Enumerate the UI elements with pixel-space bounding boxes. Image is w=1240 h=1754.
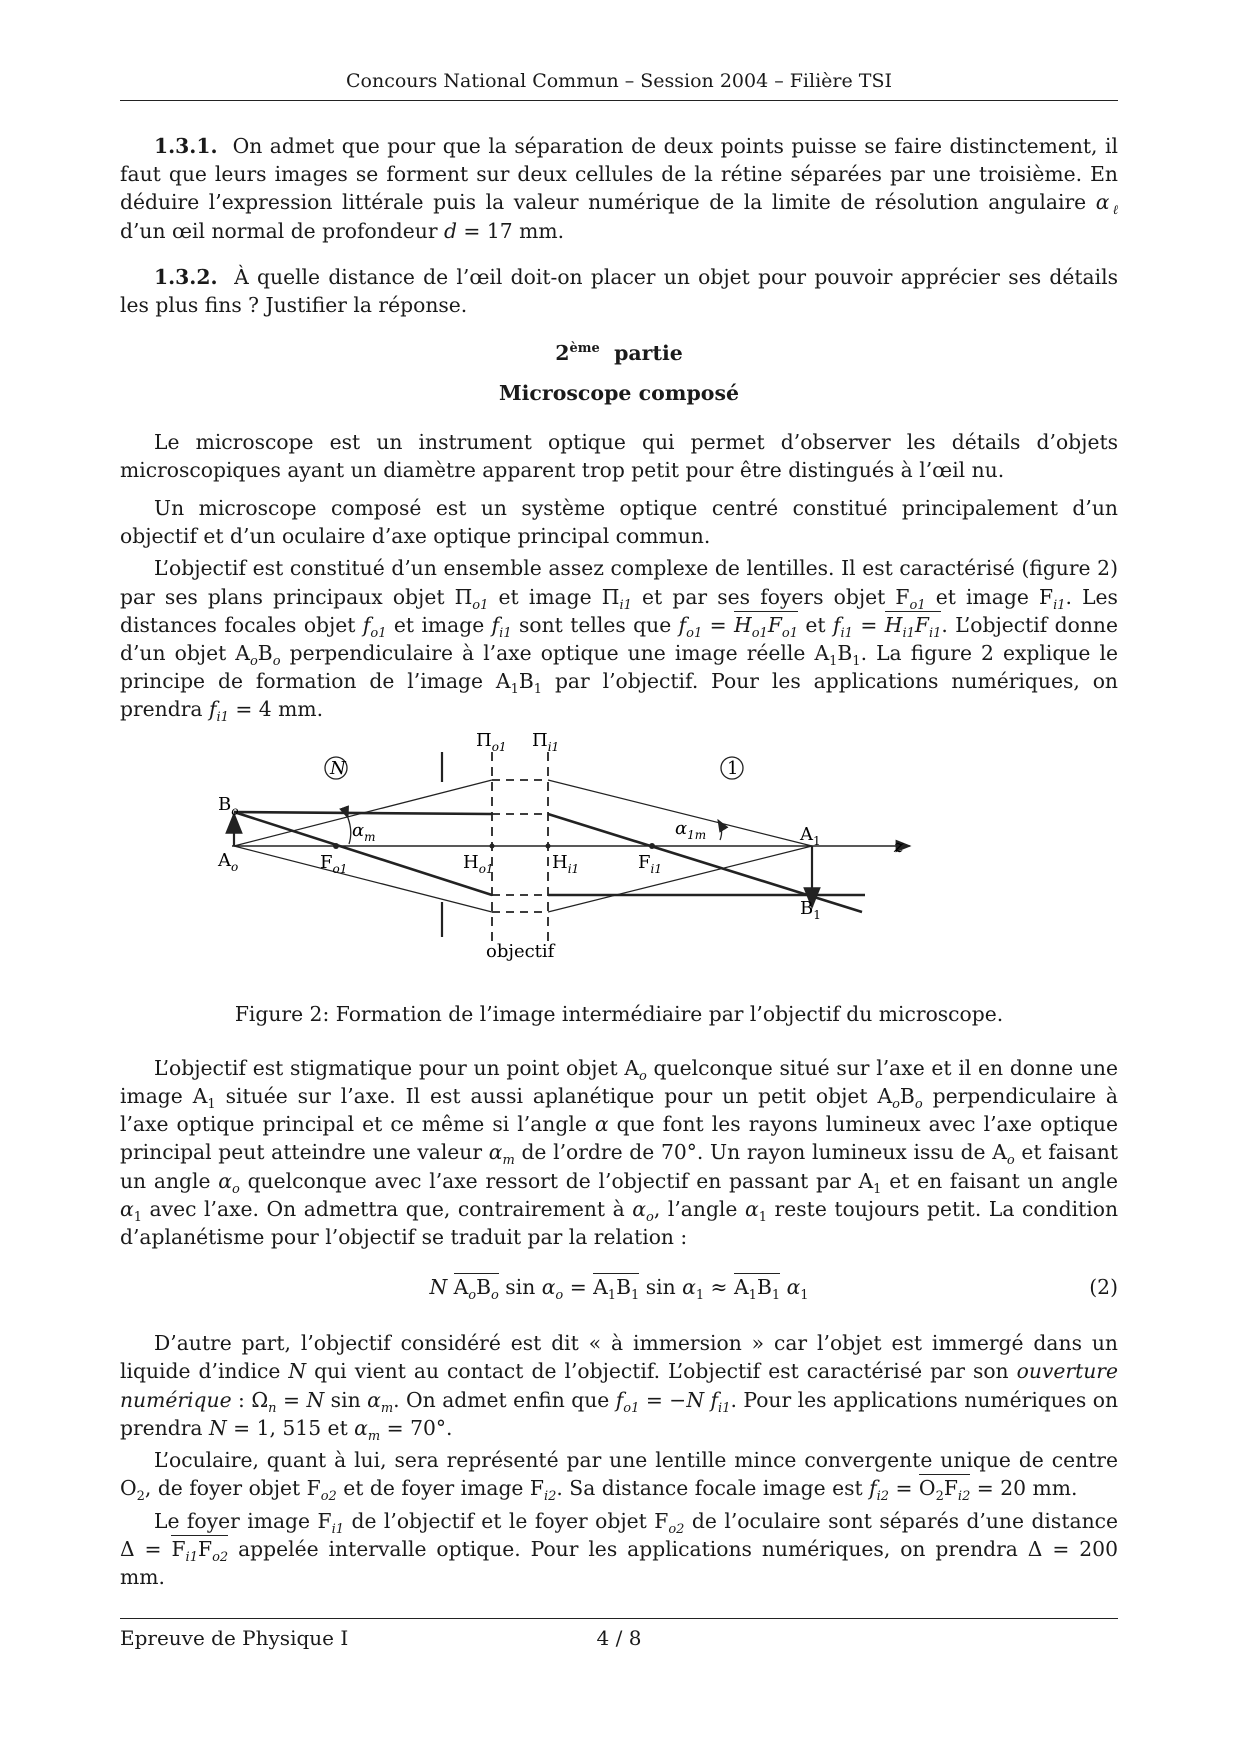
section-title: Microscope composé bbox=[498, 381, 740, 406]
paragraph-intervalle: Le foyer image $F_{i1}$ de l’objectif et le foyer objet $F_{o2}$ de l’oculaire sont séparés d’une distance $\Delta = F_{i1}F_{o2}$ appelée intervalle optique. Pour les applications numériques, on prendra Δ = 200 mm. bbox=[120, 1508, 1118, 1589]
figure-2 bbox=[120, 732, 1118, 994]
label-1: 1 bbox=[727, 757, 739, 779]
marginal-ray-lower bbox=[234, 846, 492, 912]
equation-number: (2) bbox=[1089, 1275, 1118, 1300]
label-z: z bbox=[894, 835, 904, 857]
header-rule bbox=[120, 100, 1118, 101]
question-number: 1.3.1. bbox=[154, 134, 218, 158]
page-number: 4 / 8 bbox=[596, 1626, 642, 1650]
paragraph-immersion: D’autre part, l’objectif considéré est dit « à immersion » car l’objet est immergé dans un liquide d’indice N qui vient au contact de l’objectif. L’objectif est caractérisé par son ouverture numérique : $\Omega_n = N$ $\sin \alpha_m$. On admet enfin que $f_{o1} = -N$ $f_{i1}$. Pour les applications numériques on prendra N = 1, 515 et $\alpha_m = 70^\circ$. bbox=[120, 1331, 1118, 1444]
paragraph-objectif: L’objectif est constitué d’un ensemble assez complexe de lentilles. Il est caractérisé (figure 2) par ses plans principaux objet $\Pi_{o1}$ et image $\Pi_{i1}$ et par ses foyers objet $F_{o1}$ et image $F_{i1}$. Les distances focales objet $f_{o1}$ et image $f_{i1}$ sont telles que $f_{o1} = H_{o1}F_{o1}$ et $f_{i1} = H_{i1}F_{i1}$. L’objectif donne d’un objet $A_oB_o$ perpendiculaire à l’axe optique une image réelle $A_1B_1$. La figure 2 explique le principe de formation de l’image $A_1B_1$ par l’objectif. Pour les applications numériques, on prendra $f_{i1} = 4$ mm. bbox=[120, 556, 1118, 726]
equation-2: N $A_oB_o$ $\sin \alpha_o = A_1B_1$ $\sin \alpha_1 \approx A_1B_1$ $\alpha_1$ (2) bbox=[429, 1275, 1118, 1304]
label-N: N bbox=[330, 757, 346, 779]
label-Ao: $A_o$ bbox=[218, 849, 239, 874]
parallel-ray bbox=[234, 812, 492, 814]
paragraph-aplanetism: L’objectif est stigmatique pour un point objet $A_o$ quelconque situé sur l’axe et il en donne une image $A_1$ située sur l’axe. Il est aussi aplanétique pour un petit objet $A_oB_o$ perpendiculaire à l’axe optique principal et ce même si l’angle α que font les rayons lumineux avec l’axe optique principal peut atteindre une valeur $\alpha_m$ de l’ordre de 70°. Un rayon lumineux issu de $A_o$ et faisant un angle $\alpha_o$ quelconque avec l’axe ressort de l’objectif en passant par $A_1$ et en faisant un angle $\alpha_1$ avec l’axe. On admettra que, contrairement à $\alpha_o$, l’angle $\alpha_1$ reste toujours petit. La condition d’aplanétisme pour l’objectif se traduit par la relation : bbox=[120, 1055, 1119, 1250]
label-B1: $B_1$ bbox=[800, 897, 821, 922]
figure-2-diagram bbox=[120, 732, 1118, 994]
paragraph-oculaire: L’oculaire, quant à lui, sera représenté par une lentille mince convergente unique de centre $O_2$, de foyer objet $F_{o2}$ et de foyer image $F_{i2}$. Sa distance focale image est $f_{i2} = O_2F_{i2} = 20$ mm. bbox=[120, 1448, 1118, 1505]
label-Fi1: $F_{i1}$ bbox=[638, 851, 662, 876]
page-body bbox=[120, 132, 1118, 1591]
footer-rule bbox=[120, 1618, 1118, 1619]
page bbox=[120, 0, 1118, 1754]
figure-caption: Figure 2: Formation de l’image intermédiaire par l’objectif du microscope. bbox=[234, 1001, 1004, 1026]
question-number: 1.3.2. bbox=[154, 264, 218, 289]
running-header: Concours National Commun – Session 2004 – Filière TSI bbox=[346, 70, 892, 92]
label-Hi1: $H_{i1}$ bbox=[552, 851, 580, 876]
label-pi-o1: $\Pi_{o1}$ bbox=[476, 731, 507, 754]
label-objectif: objectif bbox=[486, 940, 555, 962]
label-pi-i1: $\Pi_{i1}$ bbox=[532, 731, 560, 754]
paragraph-intro: Le microscope est un instrument optique qui permet d’observer les détails d’objets microscopiques ayant un diamètre apparent trop petit pour être distingués à l’œil nu. bbox=[120, 429, 1118, 482]
label-alpha-m: $\alpha_m$ bbox=[352, 819, 376, 844]
label-alpha-1m: $\alpha_{1m}$ bbox=[675, 817, 707, 842]
label-Fo1: $F_{o1}$ bbox=[320, 851, 348, 876]
label-Bo: $B_o$ bbox=[218, 793, 239, 818]
label-Ho1: $H_{o1}$ bbox=[463, 851, 494, 876]
paragraph-definition: Un microscope composé est un système optique centré constitué principalement d’un objectif et d’un oculaire d’axe optique principal commun. bbox=[120, 496, 1118, 549]
part-heading: 2ème partie bbox=[555, 341, 683, 366]
label-A1: $A_1$ bbox=[800, 823, 821, 848]
question-1-3-1: 1.3.1. On admet que pour que la séparation de deux points puisse se faire distinctement, il faut que leurs images se forment sur deux cellules de la rétine séparées par une troisième. En déduire l’expression littérale puis la valeur numérique de la limite de résolution angulaire $\alpha_\ell$ d’un œil normal de profondeur d = 17 mm. bbox=[120, 134, 1118, 243]
footer-title: Epreuve de Physique I bbox=[120, 1626, 349, 1650]
question-1-3-2: 1.3.2. À quelle distance de l’œil doit-on placer un objet pour pouvoir apprécier ses détails les plus fins ? Justifier la réponse. bbox=[120, 264, 1118, 318]
